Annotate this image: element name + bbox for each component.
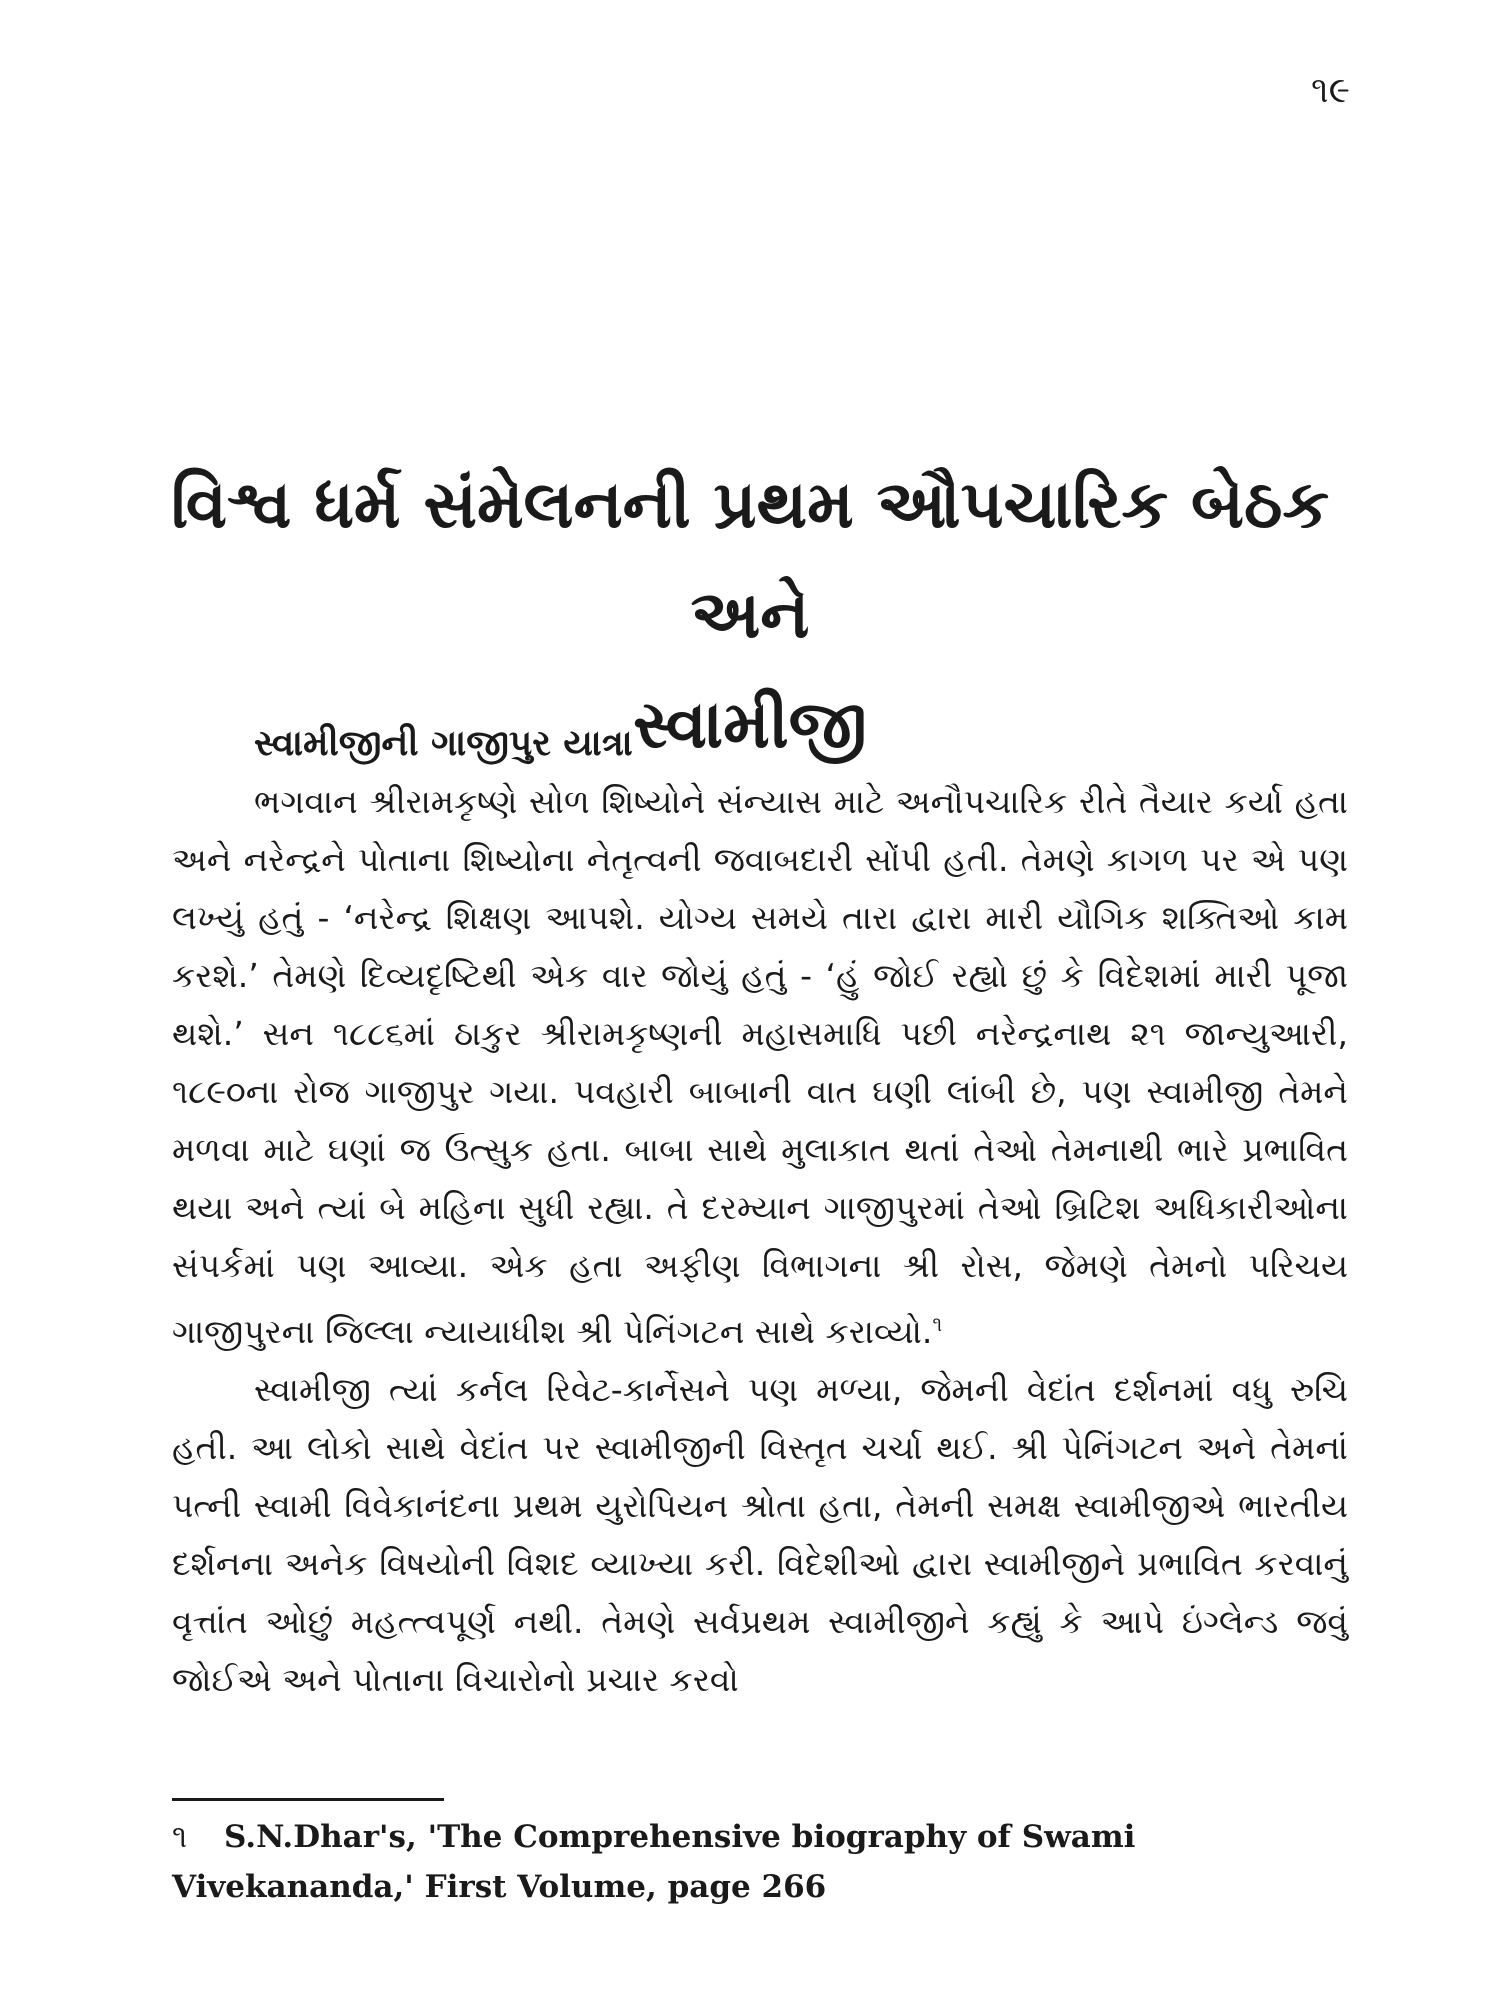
paragraph-1-text: ભગવાન શ્રીરામકૃષ્ણે સોળ શિષ્યોને સંન્યાસ માટે અનૌપચારિક રીતે તૈયાર કર્યા હતા અને નરેન્દ્રને પોતાના શિષ્યોના નેતૃત્વની જવાબદારી સોંપી હતી. તેમણે કાગળ પર એ પણ લખ્યું હતું - ‘નરેન્દ્ર શિક્ષણ આપશે. યોગ્ય સમયે તારા દ્વારા મારી યૌગિક શક્તિઓ કામ કરશે.’ તેમણે દિવ્યદૃષ્ટિથી એક વાર જોયું હતું - ‘હું જોઈ રહ્યો છું કે વિદેશમાં મારી પૂજા થશે.’ સન ૧૮૮૬માં ઠાકુર શ્રીરામકૃષ્ણની મહાસમાધિ પછી નરેન્દ્રનાથ ૨૧ જાન્યુઆરી, ૧૮૯૦ના રોજ ગાજીપુર ગયા. પવહારી બાબાની વાત ઘણી લાંબી છે, પણ સ્વામીજી તેમને મળવા માટે ઘણાં જ ઉત્સુક હતા. બાબા સાથે મુલાકાત થતાં તેઓ તેમનાથી ભારે પ્રભાવિત થયા અને ત્યાં બે મહિના સુધી રહ્યા. તે દરમ્યાન ગાજીપુરમાં તેઓ બ્રિટિશ અધિકારીઓના સંપર્કમાં પણ આવ્યા. એક હતા અફીણ વિભાગના શ્રી રોસ, જેમણે તેમનો પરિચય ગાજીપુરના જિલ્લા ન્યાયાધીશ શ્રી પેનિંગટન સાથે કરાવ્યો. xyxy=(172,782,1348,1351)
chapter-title-line-1: વિશ્વ ધર્મ સંમેલનની પ્રથમ ઔપચારિક બેઠક અને xyxy=(170,466,1330,653)
body-text xyxy=(172,715,1348,1709)
paragraph-2: સ્વામીજી ત્યાં કર્નલ રિવેટ-કાર્નેસને પણ મળ્યા, જેમની વેદાંત દર્શનમાં વધુ રુચિ હતી. આ લોકો સાથે વેદાંત પર સ્વામીજીની વિસ્તૃત ચર્ચા થઈ. શ્રી પેનિંગટન અને તેમનાં પત્ની સ્વામી વિવેકાનંદના પ્રથમ યુરોપિયન શ્રોતા હતા, તેમની સમક્ષ સ્વામીજીએ ભારતીય દર્શનના અનેક વિષયોની વિશદ વ્યાખ્યા કરી. વિદેશીઓ દ્વારા સ્વામીજીને પ્રભાવિત કરવાનું વૃત્તાંત ઓછું મહત્ત્વપૂર્ણ નથી. તેમણે સર્વપ્રથમ સ્વામીજીને કહ્યું કે આપે ઇંગ્લેન્ડ જવું જોઈએ અને પોતાના વિચારોનો પ્રચાર કરવો xyxy=(172,1370,1348,1699)
footnote xyxy=(172,1812,1348,1912)
page-number: ૧૯ xyxy=(1311,70,1350,111)
footnote-text: S.N.Dhar's, 'The Comprehensive biography of Swami Vivekananda,' First Volume, page 266 xyxy=(172,1819,1136,1905)
section-heading: સ્વામીજીની ગાજીપુર યાત્રા xyxy=(254,723,633,764)
footnote-marker: ૧ xyxy=(172,1819,188,1855)
footnote-divider xyxy=(172,1798,444,1801)
paragraph-1 xyxy=(172,773,1348,1361)
chapter-title-line-2: સ્વામીજી xyxy=(633,686,867,763)
footnote-reference: ૧ xyxy=(932,1312,943,1336)
